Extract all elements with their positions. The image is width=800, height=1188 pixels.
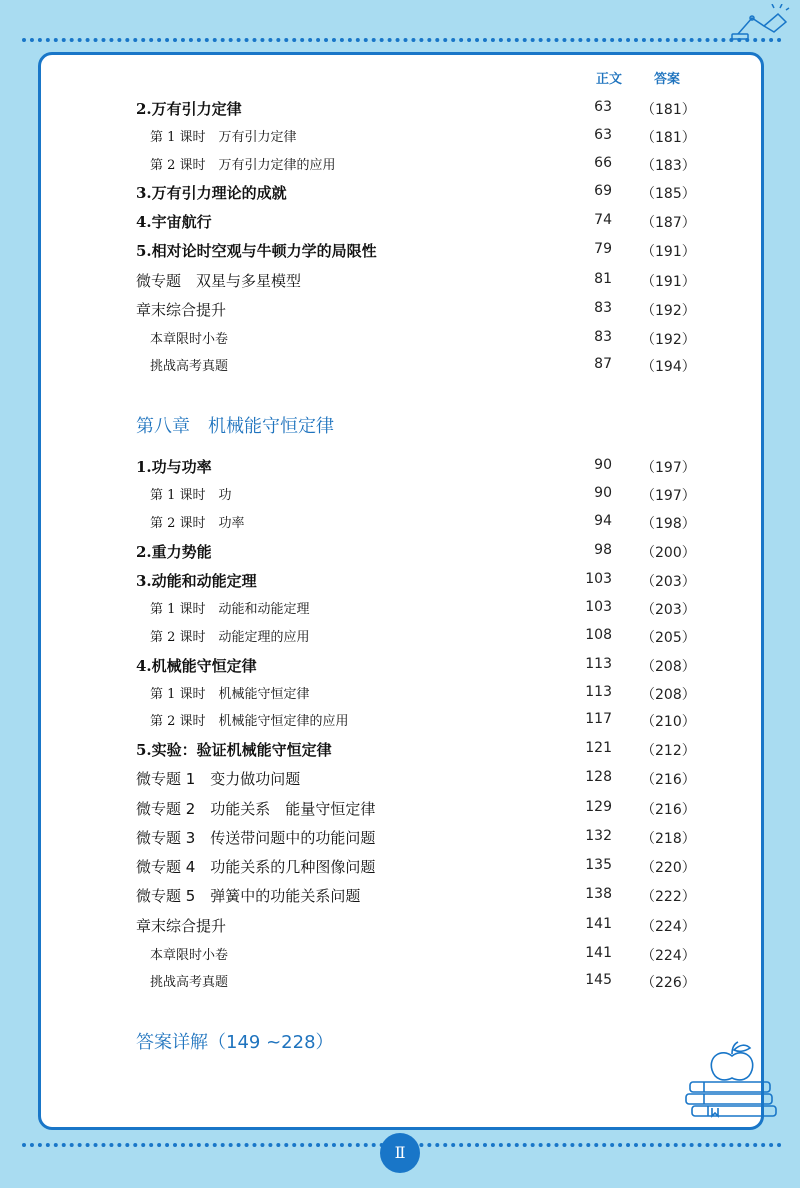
toc-entry[interactable] [0, 456, 800, 480]
toc-entry-answer-page: （187） [641, 215, 696, 231]
toc-entry-answer-page: （191） [641, 274, 696, 290]
toc-entry-answer-page: （216） [641, 802, 696, 818]
toc-entry-answer-page: （205） [641, 630, 696, 646]
toc-entry-answer-page: （210） [641, 714, 696, 730]
toc-entry-answer-page: （185） [641, 186, 696, 202]
toc-entry-page: 83 [594, 300, 612, 316]
toc-entry-title: 第 1 课时 动能和动能定理 [150, 602, 310, 617]
toc-entry-page: 103 [585, 571, 612, 587]
chapter-heading[interactable]: 第八章 机械能守恒定律 [136, 416, 334, 437]
toc-entry-title: 挑战高考真题 [150, 975, 229, 990]
toc-entry-page: 117 [585, 711, 612, 727]
toc-entry-title: 第 2 课时 万有引力定律的应用 [150, 158, 336, 173]
toc-entry[interactable] [0, 299, 800, 323]
toc-entry-title: 挑战高考真题 [150, 359, 229, 374]
toc-entry-title: 4.机械能守恒定律 [136, 657, 257, 675]
toc-entry-title: 本章限时小卷 [150, 948, 229, 963]
toc-entry[interactable] [0, 944, 800, 968]
toc-entry-page: 113 [585, 684, 612, 700]
toc-entry-page: 87 [594, 356, 612, 372]
toc-entry-page: 63 [594, 99, 612, 115]
toc-entry-page: 135 [585, 857, 612, 873]
column-header-answer: 答案 [654, 72, 681, 87]
toc-entry[interactable] [0, 126, 800, 150]
toc-entry-page: 103 [585, 599, 612, 615]
toc-entry-page: 113 [585, 656, 612, 672]
toc-entry-page: 90 [594, 457, 612, 473]
toc-entry-page: 63 [594, 127, 612, 143]
toc-entry-title: 章末综合提升 [136, 301, 227, 319]
toc-entry-answer-page: （197） [641, 460, 696, 476]
toc-entry-page: 90 [594, 485, 612, 501]
toc-entry[interactable] [0, 915, 800, 939]
desk-lamp-icon [730, 4, 790, 44]
toc-entry-answer-page: （224） [641, 948, 696, 964]
toc-entry-page: 83 [594, 329, 612, 345]
toc-entry-answer-page: （222） [641, 889, 696, 905]
toc-entry-title: 3.万有引力理论的成就 [136, 184, 287, 202]
toc-entry-answer-page: （200） [641, 545, 696, 561]
toc-entry[interactable] [0, 541, 800, 565]
toc-entry-title: 微专题 3 传送带问题中的功能问题 [136, 829, 376, 847]
toc-entry-title: 微专题 双星与多星模型 [136, 272, 302, 290]
toc-entry-answer-page: （183） [641, 158, 696, 174]
toc-entry-page: 94 [594, 513, 612, 529]
toc-entry-answer-page: （220） [641, 860, 696, 876]
toc-entry-answer-page: （198） [641, 516, 696, 532]
toc-entry-answer-page: （203） [641, 574, 696, 590]
column-header-text: 正文 [596, 72, 623, 87]
toc-entry-answer-page: （192） [641, 332, 696, 348]
toc-entry-page: 108 [585, 627, 612, 643]
toc-entry-title: 第 2 课时 机械能守恒定律的应用 [150, 714, 349, 729]
answers-heading[interactable]: 答案详解（149 ~228） [136, 1032, 334, 1053]
toc-entry-answer-page: （212） [641, 743, 696, 759]
toc-entry-title: 微专题 1 变力做功问题 [136, 770, 301, 788]
toc-entry-answer-page: （226） [641, 975, 696, 991]
toc-entry-title: 第 1 课时 功 [150, 488, 232, 503]
toc-entry-answer-page: （192） [641, 303, 696, 319]
toc-entry-title: 章末综合提升 [136, 917, 227, 935]
toc-entry-page: 81 [594, 271, 612, 287]
toc-entry-page: 141 [585, 916, 612, 932]
toc-entry-answer-page: （181） [641, 130, 696, 146]
toc-entry[interactable] [0, 570, 800, 594]
toc-entry[interactable] [0, 827, 800, 851]
toc-entry[interactable] [0, 885, 800, 909]
toc-entry-page: 141 [585, 945, 612, 961]
page-number-badge: Ⅱ [380, 1133, 420, 1173]
toc-entry[interactable] [0, 710, 800, 734]
toc-entry-answer-page: （194） [641, 359, 696, 375]
toc-entry[interactable] [0, 270, 800, 294]
toc-entry-title: 5.相对论时空观与牛顿力学的局限性 [136, 242, 377, 260]
toc-entry[interactable] [0, 512, 800, 536]
dotted-border-top [22, 38, 782, 42]
toc-entry-title: 微专题 2 功能关系 能量守恒定律 [136, 800, 376, 818]
toc-entry-page: 69 [594, 183, 612, 199]
toc-entry-title: 4.宇宙航行 [136, 213, 212, 231]
toc-entry-answer-page: （218） [641, 831, 696, 847]
toc-entry-page: 138 [585, 886, 612, 902]
toc-entry-answer-page: （208） [641, 659, 696, 675]
toc-entry-title: 第 1 课时 机械能守恒定律 [150, 687, 310, 702]
toc-entry-page: 98 [594, 542, 612, 558]
toc-entry[interactable] [0, 154, 800, 178]
toc-entry-answer-page: （181） [641, 102, 696, 118]
toc-entry-page: 132 [585, 828, 612, 844]
toc-entry[interactable] [0, 98, 800, 122]
toc-entry-title: 5.实验：验证机械能守恒定律 [136, 741, 332, 759]
toc-entry[interactable] [0, 768, 800, 792]
toc-entry-title: 2.重力势能 [136, 543, 212, 561]
toc-entry[interactable] [0, 240, 800, 264]
toc-entry-page: 66 [594, 155, 612, 171]
toc-entry-title: 第 2 课时 功率 [150, 516, 245, 531]
toc-entry[interactable] [0, 328, 800, 352]
toc-entry-page: 79 [594, 241, 612, 257]
toc-entry[interactable] [0, 856, 800, 880]
toc-entry[interactable] [0, 683, 800, 707]
toc-entry-title: 第 2 课时 动能定理的应用 [150, 630, 310, 645]
toc-entry-page: 129 [585, 799, 612, 815]
toc-entry-answer-page: （224） [641, 919, 696, 935]
toc-entry[interactable] [0, 355, 800, 379]
toc-entry-page: 128 [585, 769, 612, 785]
toc-entry-title: 第 1 课时 万有引力定律 [150, 130, 297, 145]
toc-entry[interactable] [0, 626, 800, 650]
toc-entry-answer-page: （197） [641, 488, 696, 504]
toc-entry-answer-page: （208） [641, 687, 696, 703]
toc-entry-title: 3.动能和动能定理 [136, 572, 257, 590]
toc-entry[interactable] [0, 182, 800, 206]
toc-entry-page: 74 [594, 212, 612, 228]
toc-entry-page: 145 [585, 972, 612, 988]
toc-entry-answer-page: （191） [641, 244, 696, 260]
toc-entry-title: 2.万有引力定律 [136, 100, 242, 118]
toc-entry-title: 1.功与功率 [136, 458, 212, 476]
toc-entry[interactable] [0, 798, 800, 822]
toc-entry-answer-page: （216） [641, 772, 696, 788]
apple-books-icon [684, 1020, 780, 1120]
toc-entry-title: 微专题 4 功能关系的几种图像问题 [136, 858, 376, 876]
toc-entry[interactable] [0, 598, 800, 622]
toc-entry[interactable] [0, 655, 800, 679]
toc-entry-page: 121 [585, 740, 612, 756]
toc-entry[interactable] [0, 739, 800, 763]
toc-entry[interactable] [0, 211, 800, 235]
toc-entry-title: 微专题 5 弹簧中的功能关系问题 [136, 887, 361, 905]
toc-entry-title: 本章限时小卷 [150, 332, 229, 347]
toc-entry-answer-page: （203） [641, 602, 696, 618]
toc-entry[interactable] [0, 484, 800, 508]
toc-entry[interactable] [0, 971, 800, 995]
